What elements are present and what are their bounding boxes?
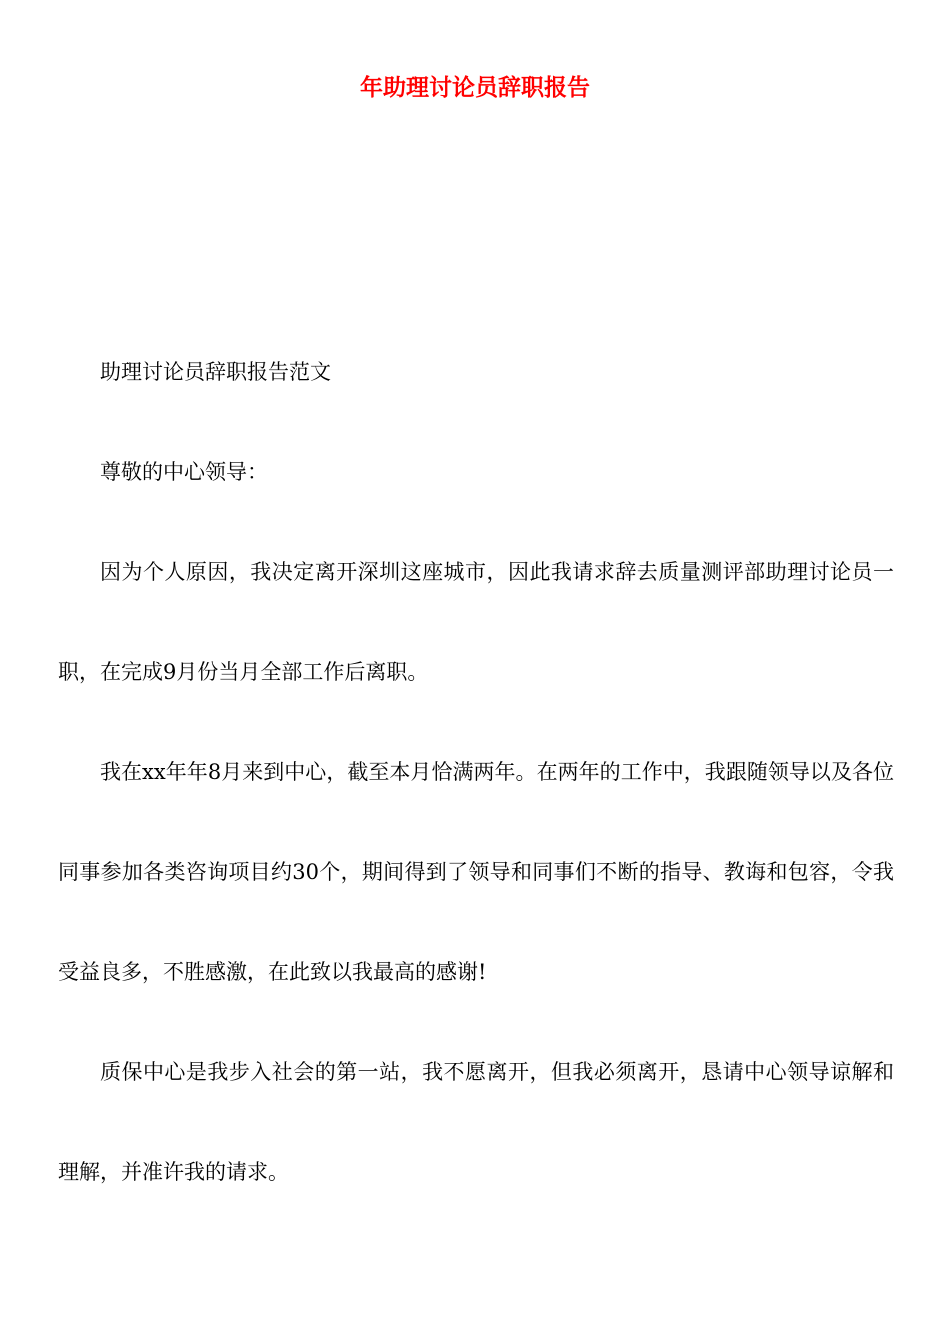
document-title: 年助理讨论员辞职报告 [360, 75, 590, 101]
paragraph-request: 质保中心是我步入社会的第一站，我不愿离开，但我必须离开，恳请中心领导谅解和理解，并准许我的请求。 [58, 1060, 894, 1184]
paragraph-salutation: 尊敬的中心领导： [100, 460, 268, 484]
paragraph-experience: 我在xx年年8月来到中心，截至本月恰满两年。在两年的工作中，我跟随领导以及各位同事参加各类咨询项目约30个，期间得到了领导和同事们不断的指导、教诲和包容，令我受益良多，不胜感激，在此致以我最高的感谢! [58, 760, 894, 984]
paragraph-reason: 因为个人原因，我决定离开深圳这座城市，因此我请求辞去质量测评部助理讨论员一职，在完成9月份当月全部工作后离职。 [58, 560, 894, 684]
document-body [58, 322, 894, 1222]
paragraph-subtitle: 助理讨论员辞职报告范文 [100, 360, 331, 384]
